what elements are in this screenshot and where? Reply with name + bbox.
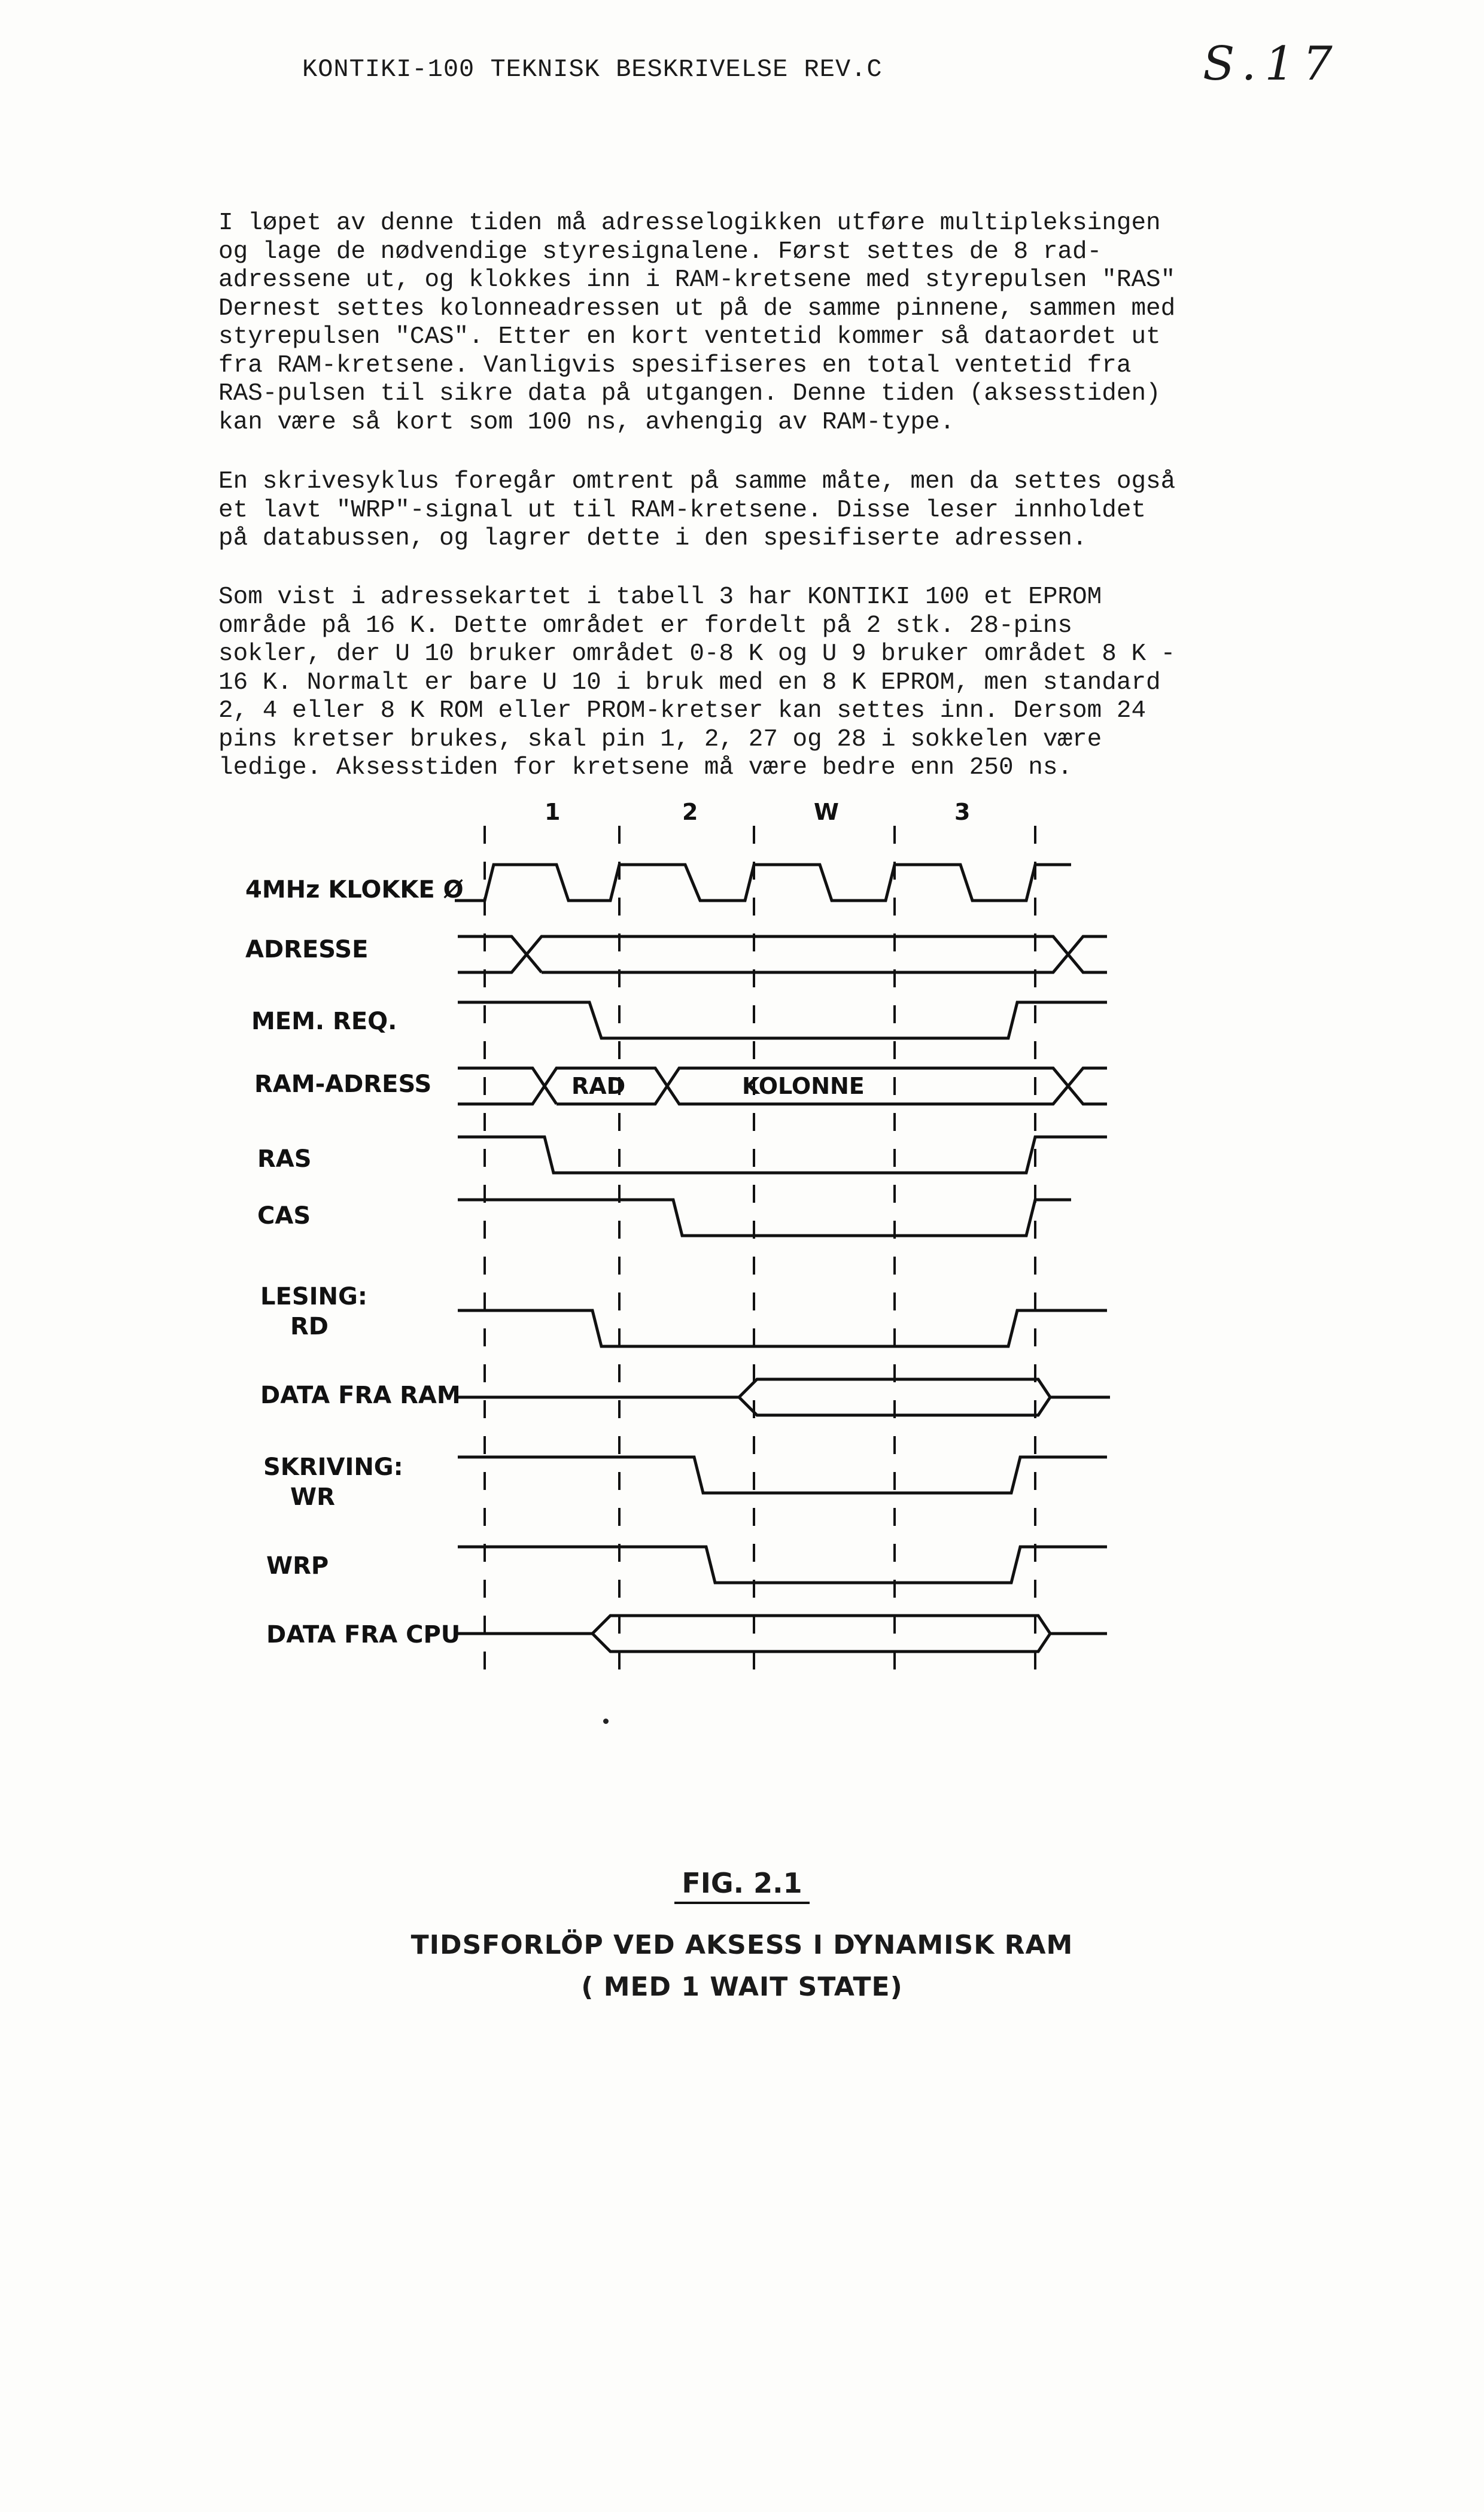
signal-label-skriving: SKRIVING: [263,1453,403,1481]
ram-adress-rad-label: RAD [571,1073,626,1099]
signal-label-adresse: ADRESSE [245,936,369,963]
cycle-label-2: 2 [682,799,698,825]
wr-waveform [458,1457,1107,1493]
scan-speck [603,1719,609,1724]
signal-label-data-fra-ram: DATA FRA RAM [260,1382,461,1409]
ram-adress-kolonne-label: KOLONNE [742,1073,865,1099]
paragraph-ram-access: I løpet av denne tiden må adresselogikken utføre multipleksingen og lage de nødvendige styresignalene. Først settes de 8 rad- adressene ut, og klokkes inn i RAM-kretsene med styrepulsen "RAS" Dernest settes kolonneadressen ut på de samme pinnene, sammen med styrepulsen "CAS". Etter en kort ventetid kommer så dataordet ut fra RAM-kretsene. Vanligvis spesifiseres en total ventetid fra RAS-pulsen til sikre data på utgangen. Denne tiden (aksesstiden) kan være så kort som 100 ns, avhengig av RAM-type. [218,209,1176,436]
clock-waveform [455,865,1071,901]
signal-label-clock: 4MHz KLOKKE Ø [245,876,464,904]
figure-subtitle-line-2: ( MED 1 WAIT STATE) [581,1972,903,2002]
paragraph-eprom-area: Som vist i adressekartet i tabell 3 har KONTIKI 100 et EPROM område på 16 K. Dette området er fordelt på 2 stk. 28-pins sokler, der U 10 bruker området 0-8 K og U 9 bruker området 8 K - 16 K. Normalt er bare U 10 i bruk med en 8 K EPROM, men standard 2, 4 eller 8 K ROM eller PROM-kretser kan settes inn. Dersom 24 pins kretser brukes, skal pin 1, 2, 27 og 28 i sokkelen være ledige. Aksesstiden for kretsene må være bedre enn 250 ns. [218,583,1176,781]
figure-title-text: FIG. 2.1 [674,1867,809,1904]
mem-req-waveform [458,1002,1107,1038]
cycle-boundary-lines [485,826,1035,1687]
figure-subtitle-line-1: TIDSFORLÖP VED AKSESS I DYNAMISK RAM [410,1930,1074,1960]
signal-label-ram-adress: RAM-ADRESS [254,1071,432,1098]
paragraph-write-cycle: En skrivesyklus foregår omtrent på samme måte, men da settes også et lavt "WRP"-signal ut til RAM-kretsene. Disse leser innholdet på databussen, og lagrer dette i den spesifiserte adressen. [218,468,1176,552]
signal-label-wr: WR [290,1483,335,1511]
figure-title [0,1867,1484,1899]
cycle-label-w: W [814,799,839,825]
cycle-label-3: 3 [954,799,971,825]
signal-label-wrp: WRP [266,1552,329,1580]
wrp-waveform [458,1547,1107,1583]
signal-label-lesing: LESING: [260,1283,367,1310]
handwritten-page-number: S.17 [1203,37,1341,91]
signal-label-data-fra-cpu: DATA FRA CPU [266,1621,461,1649]
data-fra-ram-waveform [458,1379,1110,1415]
data-fra-cpu-waveform [458,1616,1107,1652]
ras-waveform [458,1137,1107,1173]
document-header: KONTIKI-100 TEKNISK BESKRIVELSE REV.C [302,55,883,84]
adresse-bus-waveform [458,936,1107,972]
cas-waveform [458,1200,1071,1236]
rd-waveform [458,1310,1107,1346]
signal-label-mem-req: MEM. REQ. [251,1008,397,1035]
signal-label-rd: RD [290,1313,329,1340]
cycle-label-1: 1 [545,799,561,825]
timing-diagram [227,778,1161,1711]
signal-label-ras: RAS [257,1145,312,1173]
signal-label-cas: CAS [257,1202,311,1230]
